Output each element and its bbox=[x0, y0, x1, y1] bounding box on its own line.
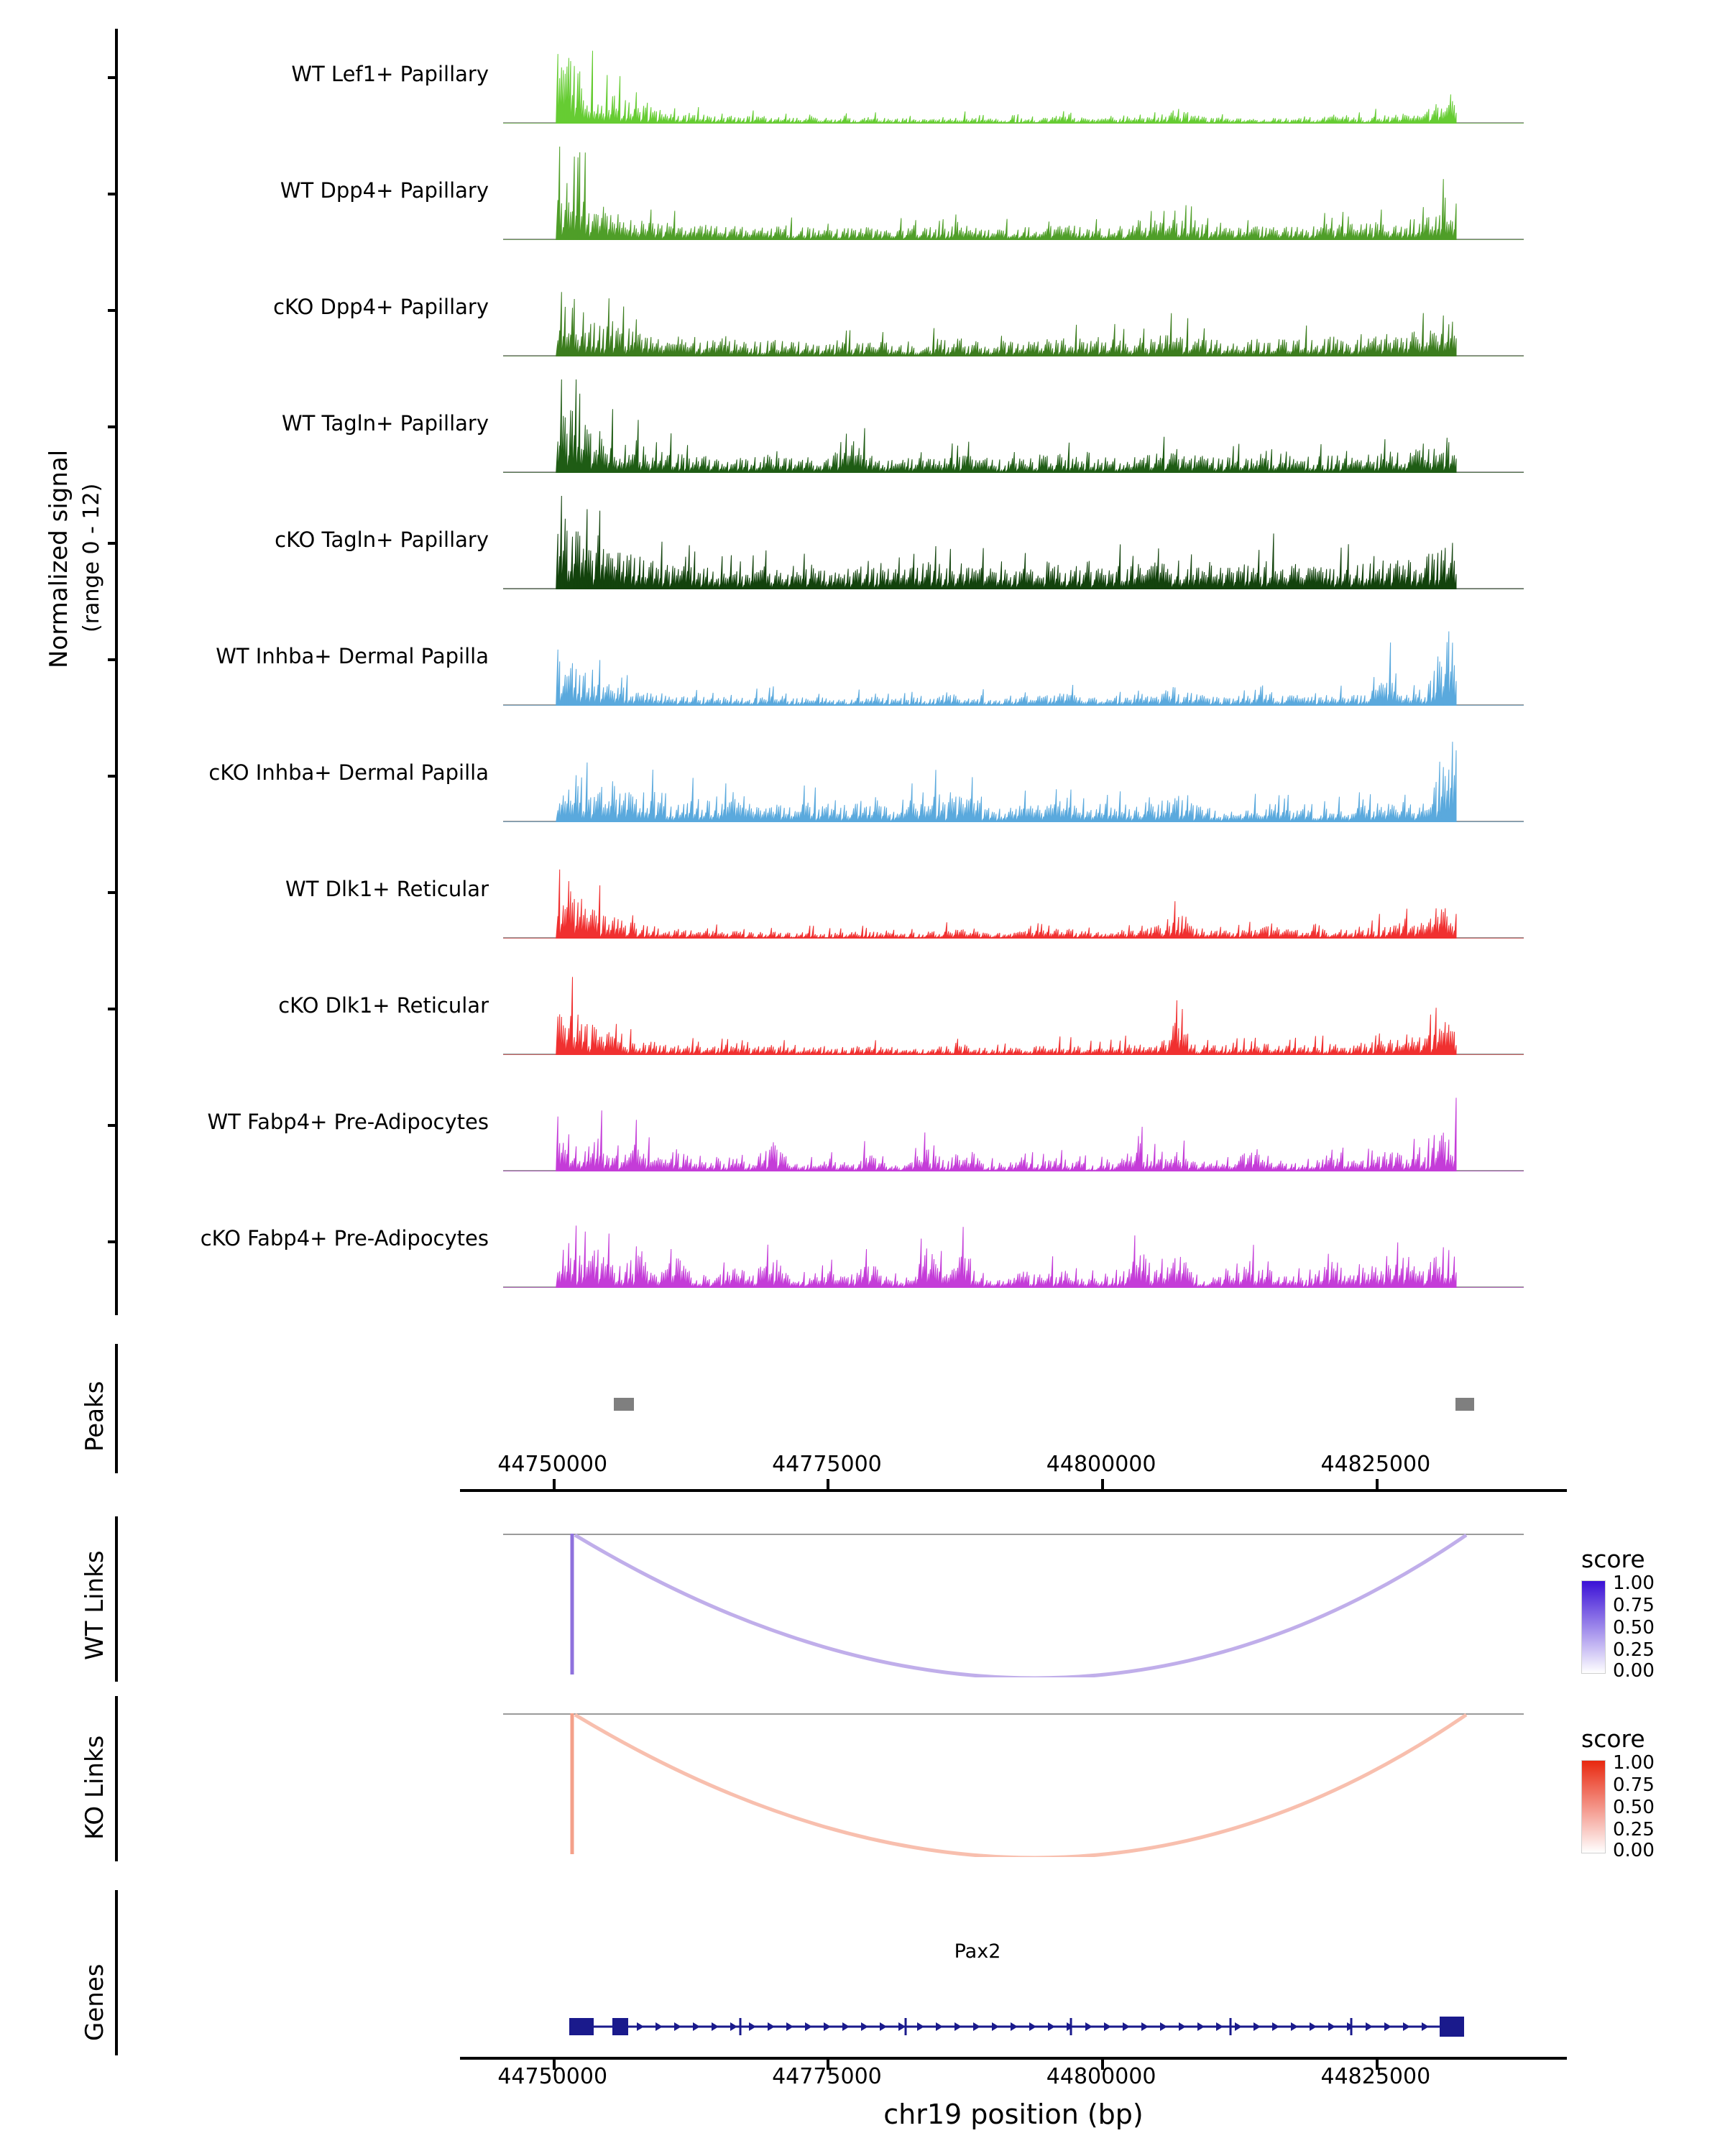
coverage-track-0[interactable] bbox=[503, 30, 1524, 124]
axis-top-tick-1 bbox=[827, 1479, 829, 1489]
y-axis-label-line1: Normalized signal bbox=[45, 449, 73, 668]
legend-ko-tick-3: 0.25 bbox=[1613, 1819, 1655, 1841]
wt-links-track bbox=[503, 1534, 1524, 1677]
legend-wt-tick-0: 1.00 bbox=[1613, 1572, 1655, 1594]
gene-model-pax2[interactable] bbox=[503, 2005, 1524, 2048]
axis-top-tick-3 bbox=[1376, 1479, 1379, 1489]
axis-bottom-tick-label-1: 44775000 bbox=[772, 2064, 882, 2089]
y-tick-2 bbox=[108, 309, 118, 312]
coverage-axis-spine bbox=[115, 29, 118, 1315]
track-label-5: WT Inhba+ Dermal Papilla bbox=[216, 644, 489, 668]
y-tick-6 bbox=[108, 775, 118, 778]
legend-ko-links bbox=[1581, 1725, 1692, 1861]
gene-label-pax2: Pax2 bbox=[954, 1940, 1001, 1963]
legend-wt-colorbar bbox=[1581, 1580, 1606, 1674]
legend-ko-tick-1: 0.75 bbox=[1613, 1774, 1655, 1796]
legend-ko-tick-2: 0.50 bbox=[1613, 1797, 1655, 1818]
x-axis-title: chr19 position (bp) bbox=[883, 2099, 1144, 2130]
track-label-6: cKO Inhba+ Dermal Papilla bbox=[208, 760, 489, 785]
y-tick-9 bbox=[108, 1124, 118, 1127]
track-label-3: WT Tagln+ Papillary bbox=[281, 411, 489, 436]
track-label-8: cKO Dlk1+ Reticular bbox=[278, 993, 489, 1018]
y-tick-10 bbox=[108, 1240, 118, 1243]
peak-region-1[interactable] bbox=[1455, 1398, 1474, 1411]
track-label-4: cKO Tagln+ Papillary bbox=[275, 528, 489, 552]
track-label-0: WT Lef1+ Papillary bbox=[291, 62, 489, 86]
track-label-10: cKO Fabp4+ Pre-Adipocytes bbox=[200, 1226, 489, 1250]
track-label-7: WT Dlk1+ Reticular bbox=[285, 877, 489, 901]
axis-bottom-tick-label-2: 44800000 bbox=[1046, 2064, 1156, 2089]
coverage-track-8[interactable] bbox=[503, 962, 1524, 1055]
axis-top-tick-label-2: 44800000 bbox=[1046, 1452, 1156, 1477]
coverage-track-1[interactable] bbox=[503, 147, 1524, 240]
y-tick-8 bbox=[108, 1008, 118, 1010]
genes-axis-spine bbox=[115, 1890, 118, 2055]
coverage-track-5[interactable] bbox=[503, 612, 1524, 706]
y-tick-4 bbox=[108, 542, 118, 545]
coverage-track-9[interactable] bbox=[503, 1078, 1524, 1171]
peaks-panel-label: Peaks bbox=[80, 1381, 109, 1452]
axis-top-tick-2 bbox=[1101, 1479, 1104, 1489]
track-label-9: WT Fabp4+ Pre-Adipocytes bbox=[207, 1110, 489, 1134]
legend-ko-colorbar bbox=[1581, 1760, 1606, 1853]
axis-bottom-tick-label-3: 44825000 bbox=[1320, 2064, 1431, 2089]
legend-wt-tick-3: 0.25 bbox=[1613, 1639, 1655, 1661]
axis-top-tick-label-1: 44775000 bbox=[772, 1452, 882, 1477]
legend-ko-tick-0: 1.00 bbox=[1613, 1752, 1655, 1774]
coverage-track-6[interactable] bbox=[503, 729, 1524, 822]
y-axis-label-line2: (range 0 - 12) bbox=[79, 483, 104, 632]
track-label-1: WT Dpp4+ Papillary bbox=[280, 178, 489, 203]
axis-top-tick-label-3: 44825000 bbox=[1320, 1452, 1431, 1477]
coverage-track-7[interactable] bbox=[503, 845, 1524, 939]
legend-wt-ticks bbox=[1613, 1572, 1692, 1682]
peaks-axis-spine bbox=[115, 1344, 118, 1473]
coverage-track-10[interactable] bbox=[503, 1194, 1524, 1288]
peak-region-0[interactable] bbox=[614, 1398, 633, 1411]
genes-panel-label: Genes bbox=[80, 1963, 109, 2041]
coverage-track-4[interactable] bbox=[503, 496, 1524, 589]
legend-ko-title: score bbox=[1581, 1725, 1645, 1753]
axis-top-tick-0 bbox=[553, 1479, 556, 1489]
axis-bottom-line bbox=[460, 2057, 1567, 2060]
coverage-track-3[interactable] bbox=[503, 379, 1524, 473]
legend-wt-title: score bbox=[1581, 1545, 1645, 1573]
y-tick-5 bbox=[108, 658, 118, 661]
axis-top-tick-label-0: 44750000 bbox=[497, 1452, 608, 1477]
ko-links-panel-label: KO Links bbox=[80, 1735, 109, 1840]
wt-links-axis-spine bbox=[115, 1516, 118, 1682]
y-tick-1 bbox=[108, 193, 118, 195]
axis-bottom-tick-label-0: 44750000 bbox=[497, 2064, 608, 2089]
ko-links-axis-spine bbox=[115, 1696, 118, 1861]
legend-wt-tick-2: 0.50 bbox=[1613, 1617, 1655, 1639]
coverage-track-2[interactable] bbox=[503, 263, 1524, 356]
wt-links-panel-label: WT Links bbox=[80, 1550, 109, 1660]
legend-ko-tick-4: 0.00 bbox=[1613, 1840, 1655, 1861]
y-tick-3 bbox=[108, 425, 118, 428]
y-tick-0 bbox=[108, 76, 118, 79]
legend-wt-tick-4: 0.00 bbox=[1613, 1660, 1655, 1682]
legend-wt-tick-1: 0.75 bbox=[1613, 1595, 1655, 1616]
ko-links-track bbox=[503, 1713, 1524, 1857]
legend-wt-links bbox=[1581, 1545, 1692, 1682]
y-tick-7 bbox=[108, 891, 118, 894]
axis-top-line bbox=[460, 1489, 1567, 1492]
legend-ko-ticks bbox=[1613, 1752, 1692, 1861]
track-label-2: cKO Dpp4+ Papillary bbox=[273, 295, 489, 319]
